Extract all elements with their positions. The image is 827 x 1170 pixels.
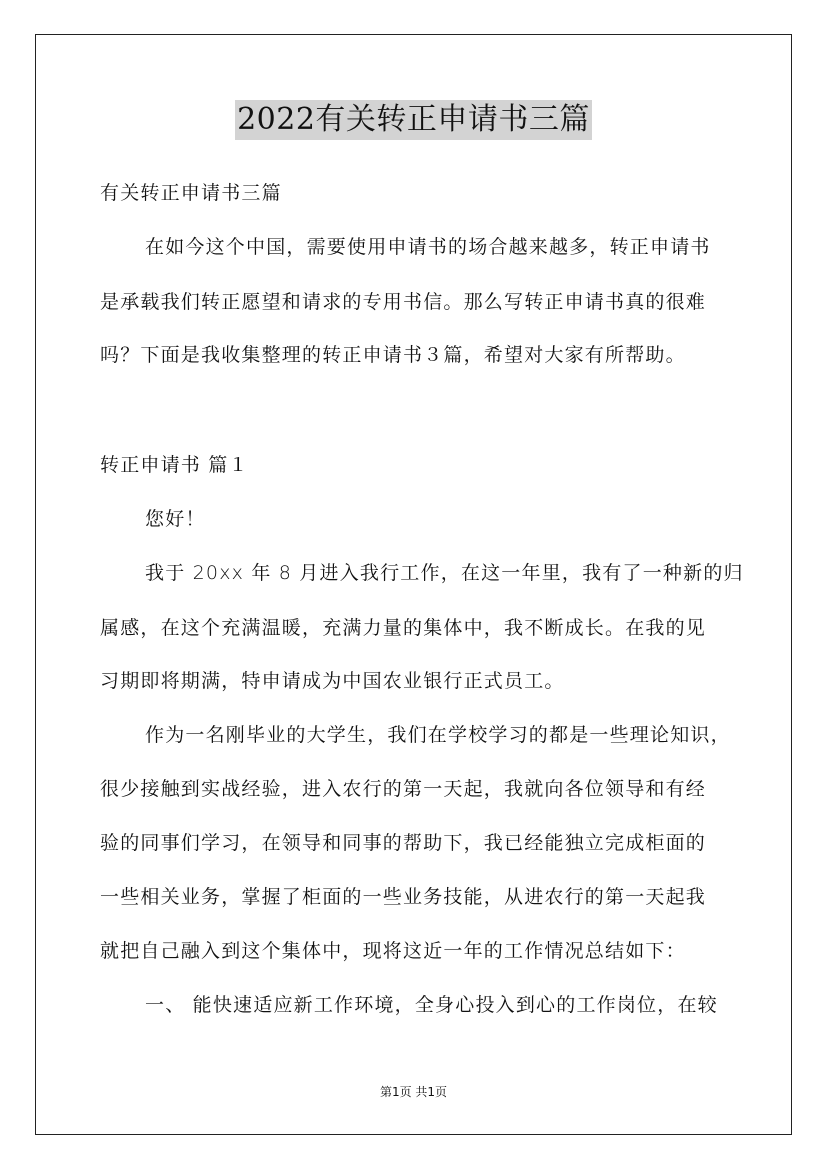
para1-line-3: 习期即将期满，特申请成为中国农业银行正式员工。	[100, 670, 565, 692]
para1-line-2: 属感，在这个充满温暖，充满力量的集体中，我不断成长。在我的见	[100, 617, 707, 639]
para2-line-5: 就把自己融入到这个集体中，现将这近一年的工作情况总结如下：	[100, 940, 686, 962]
intro-line-3: 吗？下面是我收集整理的转正申请书３篇，希望对大家有所帮助。	[100, 344, 686, 366]
item1-line-1: 一、 能快速适应新工作环境，全身心投入到心的工作岗位，在较	[145, 994, 718, 1016]
para1-line-1: 我于 20xx 年 8 月进入我行工作，在这一年里，我有了一种新的归	[145, 562, 744, 584]
intro-line-2: 是承载我们转正愿望和请求的专用书信。那么写转正申请书真的很难	[100, 291, 707, 313]
document-subtitle: 有关转正申请书三篇	[100, 182, 282, 204]
para2-line-4: 一些相关业务，掌握了柜面的一些业务技能，从进农行的第一天起我	[100, 886, 707, 908]
section-heading: 转正申请书 篇１	[100, 454, 249, 476]
page-footer: 第1页 共1页	[379, 1085, 448, 1099]
greeting: 您好！	[145, 508, 206, 530]
para2-line-2: 很少接触到实战经验，进入农行的第一天起，我就向各位领导和有经	[100, 778, 707, 800]
para2-line-3: 验的同事们学习，在领导和同事的帮助下，我已经能独立完成柜面的	[100, 832, 707, 854]
title-container	[0, 100, 827, 140]
intro-line-1: 在如今这个中国，需要使用申请书的场合越来越多，转正申请书	[145, 236, 711, 258]
document-title: 2022有关转正申请书三篇	[235, 100, 592, 140]
para2-line-1: 作为一名刚毕业的大学生，我们在学校学习的都是一些理论知识，	[145, 724, 731, 746]
